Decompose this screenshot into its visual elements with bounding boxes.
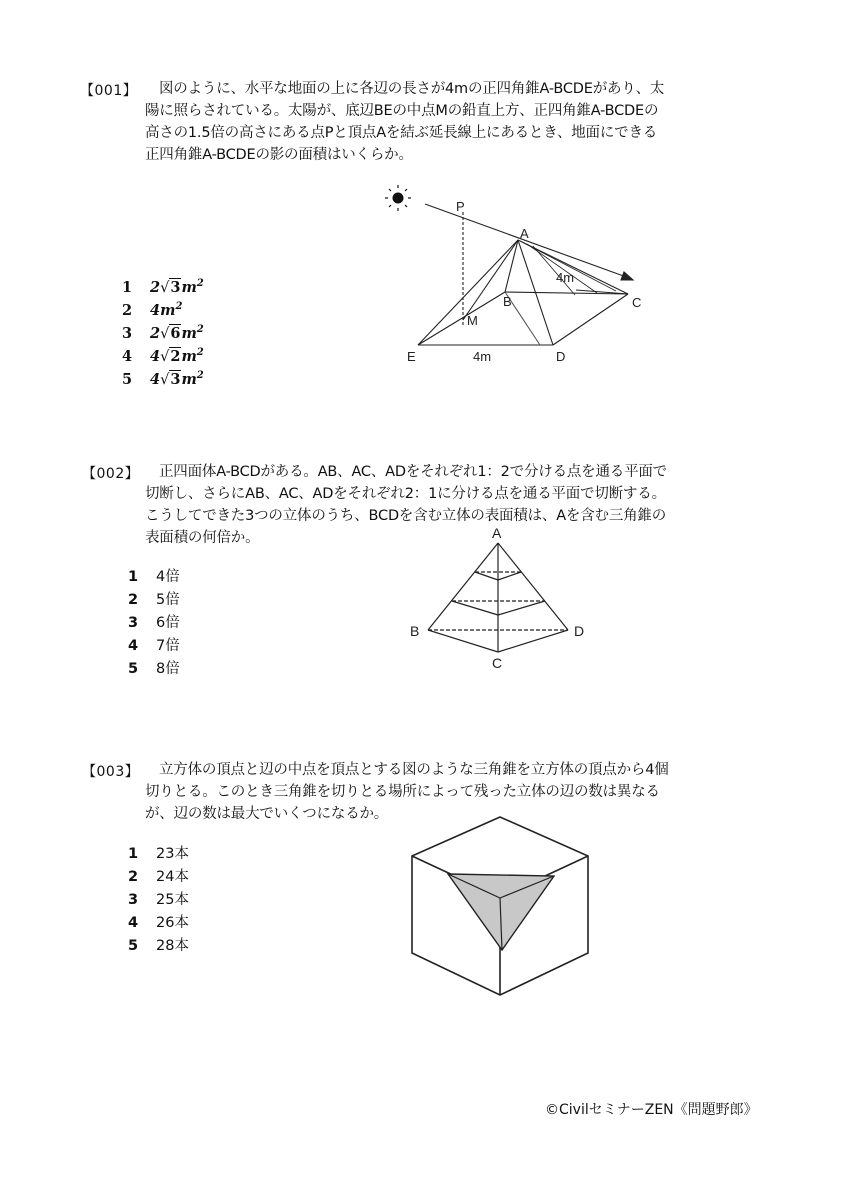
- sqrt-symbol: √3: [160, 370, 181, 388]
- label-p: P: [456, 199, 465, 214]
- choice-item[interactable]: 5 8倍: [128, 661, 180, 677]
- question-1-text: 図のように、水平な地面の上に各辺の長さが4mの正四角錐A-BCDEがあり、太陽に照らされている。太陽が、底辺BEの中点Mの鉛直上方、正四角錐A-BCDEの高さの1.5倍の高さにある点Pと頂点Aを結ぶ延長線上にあるとき、地面にできる正四角錐A-BCDEの影の面積はいくらか。: [145, 81, 665, 163]
- question-3-choices: [128, 843, 189, 958]
- footer-copyright: ©CivilセミナーZEN《問題野郎》: [545, 1102, 758, 1118]
- choice-item[interactable]: 3 6倍: [128, 615, 180, 631]
- label-a: A: [492, 525, 502, 541]
- label-c: C: [492, 655, 503, 671]
- sun-icon: [385, 185, 411, 211]
- label-c: C: [632, 295, 642, 310]
- choice-item[interactable]: 1 4倍: [128, 569, 180, 585]
- choice-item[interactable]: 4 $4√2m^2$: [122, 341, 204, 364]
- choice-item[interactable]: 1 23本: [128, 846, 189, 862]
- label-e: E: [407, 349, 416, 364]
- cut-triangle: [448, 874, 554, 950]
- cut-triangle-face: [448, 874, 554, 950]
- choice-item[interactable]: 5 28本: [128, 938, 189, 954]
- question-2-choices: [128, 566, 180, 681]
- question-3-text: 立方体の頂点と辺の中点を頂点とする図のような三角錐を立方体の頂点から4個切りとる。このとき三角錐を切りとる場所によって残った立体の辺の数は異なるが、辺の数は最大でいくつになるか。: [145, 762, 669, 822]
- choice-item[interactable]: 3 25本: [128, 892, 189, 908]
- label-b: B: [410, 623, 420, 639]
- choice-item[interactable]: 3 $2√6m^2$: [122, 318, 204, 341]
- choice-item[interactable]: 2 $4m^2$: [122, 301, 183, 319]
- choice-item[interactable]: 4 26本: [128, 915, 189, 931]
- sun-ray: [425, 204, 629, 278]
- label-d: D: [556, 349, 566, 364]
- label-a: A: [520, 226, 529, 241]
- label-m: M: [467, 313, 478, 328]
- question-2-number: 【002】: [82, 466, 140, 482]
- choice-item[interactable]: 5 $4√3m^2$: [122, 364, 204, 387]
- edge-label-4m-bottom: 4m: [473, 349, 492, 364]
- question-1-number: 【001】: [80, 83, 138, 99]
- sqrt-symbol: √2: [160, 347, 181, 365]
- sqrt-symbol: √6: [160, 324, 181, 342]
- choice-item[interactable]: 2 24本: [128, 869, 189, 885]
- choice-item[interactable]: 1 $2√3m^2$: [122, 272, 204, 295]
- arrow-head-icon: [621, 272, 633, 280]
- label-d: D: [574, 623, 585, 639]
- question-3-number: 【003】: [82, 764, 140, 780]
- choice-item[interactable]: 4 7倍: [128, 638, 180, 654]
- choice-item[interactable]: 2 5倍: [128, 592, 180, 608]
- label-b: B: [503, 294, 512, 309]
- edge-label-4m-top: 4m: [556, 270, 575, 285]
- sqrt-symbol: √3: [160, 278, 181, 296]
- question-2-text: 正四面体A-BCDがある。AB、AC、ADをそれぞれ1：2で分ける点を通る平面で切断し、さらにAB、AC、ADをそれぞれ2：1に分ける点を通る平面で切断する。こうしてできた3つの立体のうち、BCDを含む立体の表面積は、Aを含む三角錐の表面積の何倍か。: [145, 464, 667, 546]
- question-1-choices: [122, 272, 204, 387]
